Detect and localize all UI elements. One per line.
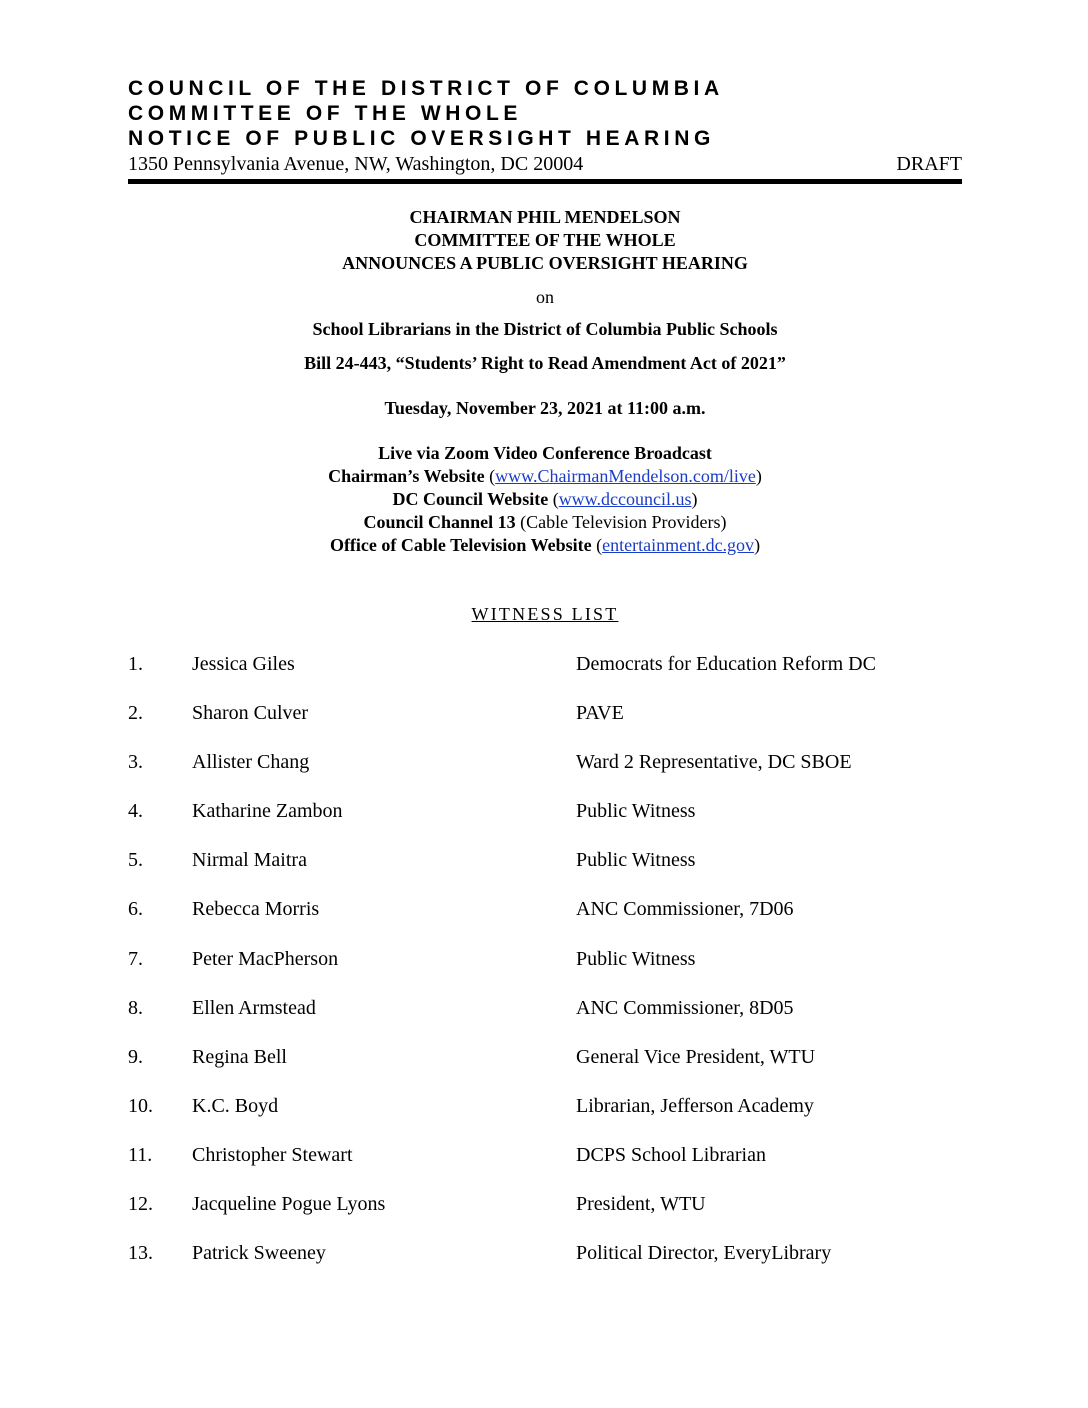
broadcast-title: Live via Zoom Video Conference Broadcast (378, 443, 712, 463)
chairman-website-label: Chairman’s Website (328, 466, 485, 486)
witness-row (128, 1241, 962, 1290)
witness-name: Regina Bell (192, 1045, 287, 1068)
council-channel-line (128, 511, 962, 534)
witness-row (128, 1143, 962, 1192)
witness-row (128, 701, 962, 750)
letterhead (128, 76, 962, 184)
witness-row (128, 652, 962, 701)
council-channel-note: (Cable Television Providers) (520, 512, 727, 532)
witness-number: 7. (128, 947, 143, 970)
witness-row (128, 848, 962, 897)
council-website-label: DC Council Website (392, 489, 549, 509)
witness-row (128, 996, 962, 1045)
witness-row (128, 1045, 962, 1094)
witness-row (128, 1192, 962, 1241)
broadcast-info (128, 442, 962, 557)
witness-affiliation: Political Director, EveryLibrary (576, 1242, 832, 1265)
witness-name: Christopher Stewart (192, 1143, 353, 1166)
witness-affiliation: DCPS School Librarian (576, 1143, 766, 1166)
witness-number: 9. (128, 1045, 143, 1068)
witness-affiliation: ANC Commissioner, 7D06 (576, 898, 794, 921)
witness-name: Ellen Armstead (192, 996, 316, 1019)
chairman-name: CHAIRMAN PHIL MENDELSON (409, 207, 681, 227)
witness-number: 3. (128, 751, 143, 774)
witness-name: Katharine Zambon (192, 800, 343, 823)
hearing-topic: School Librarians in the District of Columbia Public Schools (312, 319, 778, 339)
letterhead-council: COUNCIL OF THE DISTRICT OF COLUMBIA (128, 77, 724, 100)
witness-affiliation: Public Witness (576, 849, 696, 872)
witness-affiliation: ANC Commissioner, 8D05 (576, 996, 794, 1019)
witness-name: Rebecca Morris (192, 898, 320, 921)
witness-row (128, 750, 962, 799)
bill-title: Bill 24-443, “Students’ Right to Read Amendment Act of 2021” (304, 353, 786, 373)
witness-number: 13. (128, 1242, 153, 1265)
witness-number: 2. (128, 702, 143, 725)
announces-line: ANNOUNCES A PUBLIC OVERSIGHT HEARING (342, 253, 748, 273)
chairman-website-line: Chairman’s Website (www.ChairmanMendelson.com/live) (328, 466, 762, 486)
letterhead-notice: NOTICE OF PUBLIC OVERSIGHT HEARING (128, 127, 715, 150)
witness-affiliation: PAVE (576, 702, 624, 725)
witness-row (128, 947, 962, 996)
witness-number: 1. (128, 653, 143, 675)
witness-name: Nirmal Maitra (192, 849, 307, 872)
witness-name: Peter MacPherson (192, 947, 339, 970)
witness-name: K.C. Boyd (192, 1094, 279, 1117)
draft-label: DRAFT (896, 153, 962, 175)
oct-website-label: Office of Cable Television Website (329, 535, 592, 555)
witness-name: Allister Chang (192, 751, 310, 774)
witness-row (128, 897, 962, 946)
witness-name: Jessica Giles (192, 653, 295, 675)
witness-name: Patrick Sweeney (192, 1242, 326, 1265)
letterhead-committee: COMMITTEE OF THE WHOLE (128, 102, 523, 125)
witness-number: 8. (128, 996, 143, 1019)
address: 1350 Pennsylvania Avenue, NW, Washington, DC 20004 (128, 153, 584, 175)
council-channel-label: Council Channel 13 (363, 512, 516, 532)
witness-number: 12. (128, 1193, 153, 1216)
witness-list-heading (128, 604, 962, 625)
hearing-datetime: Tuesday, November 23, 2021 at 11:00 a.m. (384, 398, 706, 418)
oct-website-link[interactable]: entertainment.dc.gov (602, 535, 755, 555)
witness-number: 11. (128, 1143, 153, 1166)
witness-row (128, 799, 962, 848)
address-row (128, 153, 962, 184)
oct-website-line: Office of Cable Television Website (entertainment.dc.gov) (329, 535, 761, 555)
witness-affiliation: Ward 2 Representative, DC SBOE (576, 751, 852, 774)
council-website-line: DC Council Website (www.dccouncil.us) (392, 489, 698, 509)
announcement-header (128, 206, 962, 275)
witness-list (128, 652, 962, 1290)
witness-affiliation: Librarian, Jefferson Academy (576, 1094, 814, 1117)
witness-affiliation: President, WTU (576, 1193, 706, 1216)
witness-name: Sharon Culver (192, 702, 309, 725)
chairman-website-link[interactable]: www.ChairmanMendelson.com/live (495, 466, 756, 486)
witness-name: Jacqueline Pogue Lyons (192, 1193, 386, 1216)
council-website-link[interactable]: www.dccouncil.us (558, 489, 692, 509)
witness-affiliation: General Vice President, WTU (576, 1045, 816, 1068)
witness-number: 5. (128, 849, 143, 872)
witness-row (128, 1094, 962, 1143)
witness-affiliation: Public Witness (576, 947, 696, 970)
witness-list-title: WITNESS LIST (471, 604, 619, 624)
witness-number: 10. (128, 1094, 153, 1117)
witness-number: 4. (128, 800, 143, 823)
committee-name: COMMITTEE OF THE WHOLE (414, 230, 676, 250)
witness-affiliation: Public Witness (576, 800, 696, 823)
witness-number: 6. (128, 898, 143, 921)
on-text: on (536, 287, 554, 307)
witness-affiliation: Democrats for Education Reform DC (576, 653, 876, 675)
